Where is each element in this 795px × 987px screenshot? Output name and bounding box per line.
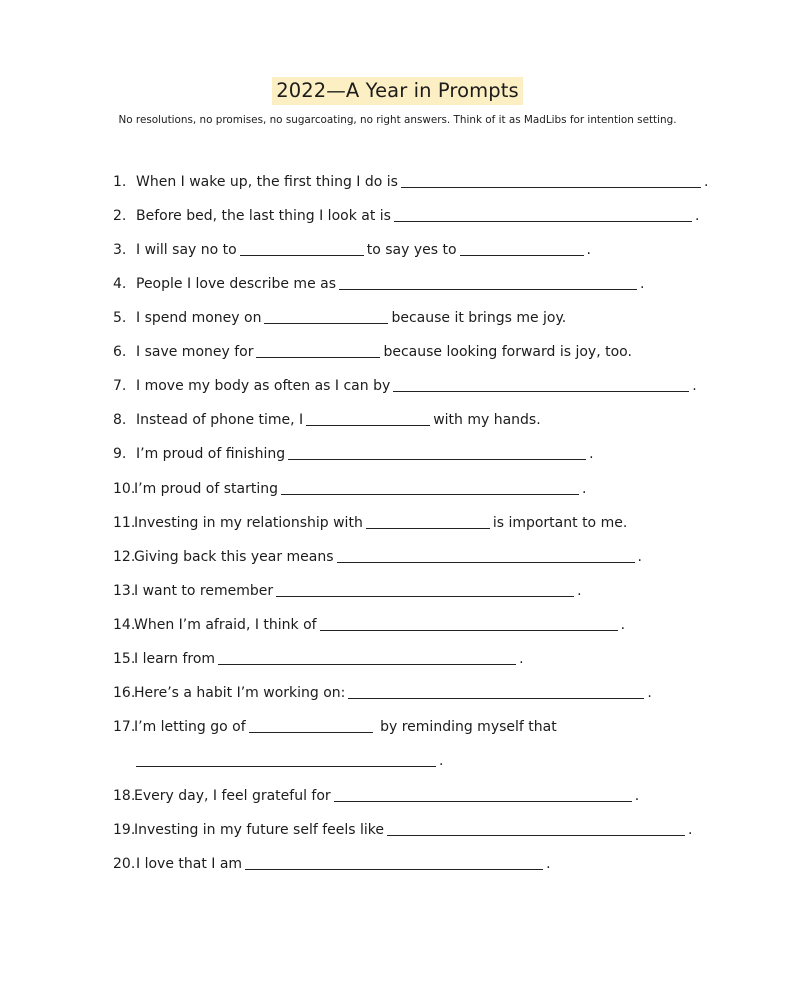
prompt-end: . [640,276,645,292]
answer-blank[interactable] [240,241,364,256]
answer-blank[interactable] [334,787,632,802]
answer-blank-2[interactable] [136,752,436,767]
prompt-4 [113,274,753,294]
prompt-end: . [637,549,642,565]
prompt-9 [113,444,753,464]
prompt-number: 3. [113,242,127,258]
prompt-end: . [647,685,652,701]
prompt-number: 10. [113,481,136,497]
prompt-text: Giving back this year means [134,549,334,565]
prompt-text: Investing in my future self feels like [134,822,385,838]
answer-blank[interactable] [339,275,637,290]
prompt-text-2: because it brings me joy. [391,310,567,326]
prompt-number: 7. [113,378,127,394]
prompt-end: . [546,856,551,872]
prompt-text-2: to say yes to [366,242,457,258]
prompt-text: I love that I am [136,856,243,872]
answer-blank[interactable] [306,411,430,426]
prompt-end: . [581,481,587,497]
answer-blank[interactable] [288,445,586,460]
prompt-number: 5. [113,310,127,326]
prompt-text: When I’m afraid, I think of [134,617,317,633]
prompt-end: . [439,753,444,769]
prompt-text: I learn from [134,651,216,667]
answer-blank-2[interactable] [460,241,584,256]
prompt-8 [113,410,753,430]
prompt-text: People I love describe me as [136,276,337,292]
prompt-text: When I wake up, the first thing I do is [136,174,398,190]
page-subtitle: No resolutions, no promises, no sugarcoating, no right answers. Think of it as MadLibs for intention setting. [118,114,677,126]
prompt-14 [113,615,753,635]
answer-blank[interactable] [393,377,689,392]
answer-blank[interactable] [264,309,388,324]
prompt-number: 13. [113,583,136,599]
answer-blank[interactable] [256,343,380,358]
answer-blank[interactable] [387,821,685,836]
prompt-number: 19. [113,822,136,838]
prompt-text: I’m letting go of [134,719,246,735]
prompt-text: Instead of phone time, I [136,412,304,428]
prompt-5 [113,308,753,328]
prompt-end: . [589,446,594,462]
prompt-text: Investing in my relationship with [134,515,363,531]
prompt-number: 2. [113,208,127,224]
prompt-number: 8. [113,412,127,428]
prompt-15 [113,649,753,669]
prompt-end: . [586,242,591,258]
prompt-end: . [703,174,709,190]
prompt-number: 11. [113,515,136,531]
prompt-end: . [688,822,693,838]
prompt-number: 17. [113,719,136,735]
prompt-text: Every day, I feel grateful for [134,788,331,804]
answer-blank[interactable] [337,548,635,563]
prompt-13 [113,581,753,601]
prompt-end: . [519,651,524,667]
prompt-6 [113,342,753,362]
prompt-end: . [577,583,582,599]
prompt-number: 18. [113,788,136,804]
prompt-text: I save money for [136,344,254,360]
answer-blank[interactable] [401,173,701,188]
answer-blank[interactable] [218,650,516,665]
prompt-number: 12. [113,549,136,565]
prompt-text: I’m proud of finishing [136,446,286,462]
prompt-16 [113,683,753,703]
prompt-end: . [692,378,697,394]
prompt-number: 9. [113,446,127,462]
prompt-number: 6. [113,344,127,360]
prompt-text: I want to remember [134,583,274,599]
prompt-number: 4. [113,276,127,292]
prompt-3 [113,240,753,260]
prompt-end: . [694,208,700,224]
prompt-20 [113,854,753,874]
prompt-18 [113,786,753,806]
prompt-end: . [634,788,640,804]
prompt-1 [113,172,753,192]
answer-blank[interactable] [394,207,692,222]
page-title: 2022—A Year in Prompts [272,77,522,105]
prompt-number: 14. [113,617,136,633]
prompt-19 [113,820,753,840]
prompt-number: 16. [113,685,136,701]
answer-blank[interactable] [320,616,618,631]
prompt-text: I will say no to [136,242,237,258]
prompt-11 [113,513,753,533]
prompt-number: 1. [113,174,127,190]
prompt-2 [113,206,753,226]
prompt-10 [113,479,753,499]
answer-blank[interactable] [281,480,579,495]
prompt-text: Before bed, the last thing I look at is [136,208,391,224]
answer-blank[interactable] [348,684,644,699]
answer-blank[interactable] [245,855,543,870]
title-container [0,77,795,105]
answer-blank[interactable] [249,718,373,733]
prompt-7 [113,376,753,396]
prompt-text: I’m proud of starting [134,481,278,497]
prompt-17 [113,717,753,737]
prompt-text-2: is important to me. [492,515,628,531]
prompt-text: I move my body as often as I can by [136,378,391,394]
prompt-text: Here’s a habit I’m working on: [134,685,346,701]
prompt-number: 15. [113,651,136,667]
answer-blank[interactable] [366,514,490,529]
prompt-text-2: by reminding myself that [380,719,557,735]
prompt-number: 20. [113,856,136,872]
prompt-end: . [620,617,626,633]
prompt-text: I spend money on [136,310,262,326]
prompt-17-continuation [136,751,736,771]
answer-blank[interactable] [276,582,574,597]
prompt-text-2: because looking forward is joy, too. [383,344,632,360]
prompt-12 [113,547,753,567]
prompt-text-2: with my hands. [433,412,541,428]
